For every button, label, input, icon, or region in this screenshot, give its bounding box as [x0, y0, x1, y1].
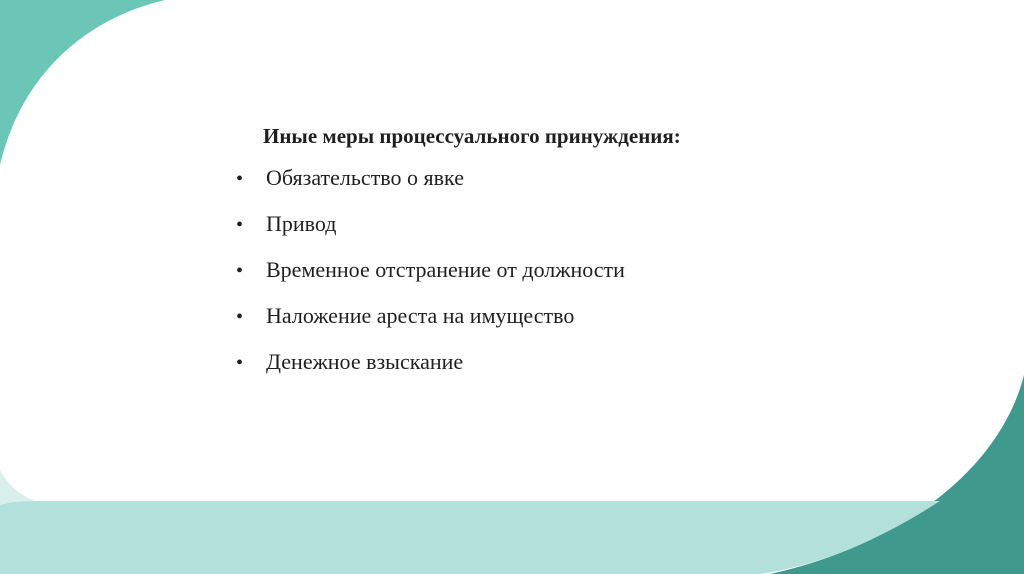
list-item	[236, 165, 625, 211]
list-item-text: Временное отстранение от должности	[266, 257, 625, 282]
list-item-text: Наложение ареста на имущество	[266, 303, 575, 328]
bullet-list	[236, 165, 625, 395]
bullet-icon: •	[236, 214, 244, 236]
list-item	[236, 303, 625, 349]
list-item	[236, 257, 625, 303]
bullet-icon: •	[236, 352, 244, 374]
list-item	[236, 349, 625, 395]
bullet-icon: •	[236, 260, 244, 282]
list-item	[236, 211, 625, 257]
slide-title: Иные меры процессуального принуждения:	[263, 124, 681, 148]
list-item-text: Денежное взыскание	[266, 349, 464, 374]
list-item-text: Обязательство о явке	[266, 165, 464, 190]
bullet-icon: •	[236, 306, 244, 328]
bullet-icon: •	[236, 168, 244, 190]
list-item-text: Привод	[266, 211, 337, 236]
